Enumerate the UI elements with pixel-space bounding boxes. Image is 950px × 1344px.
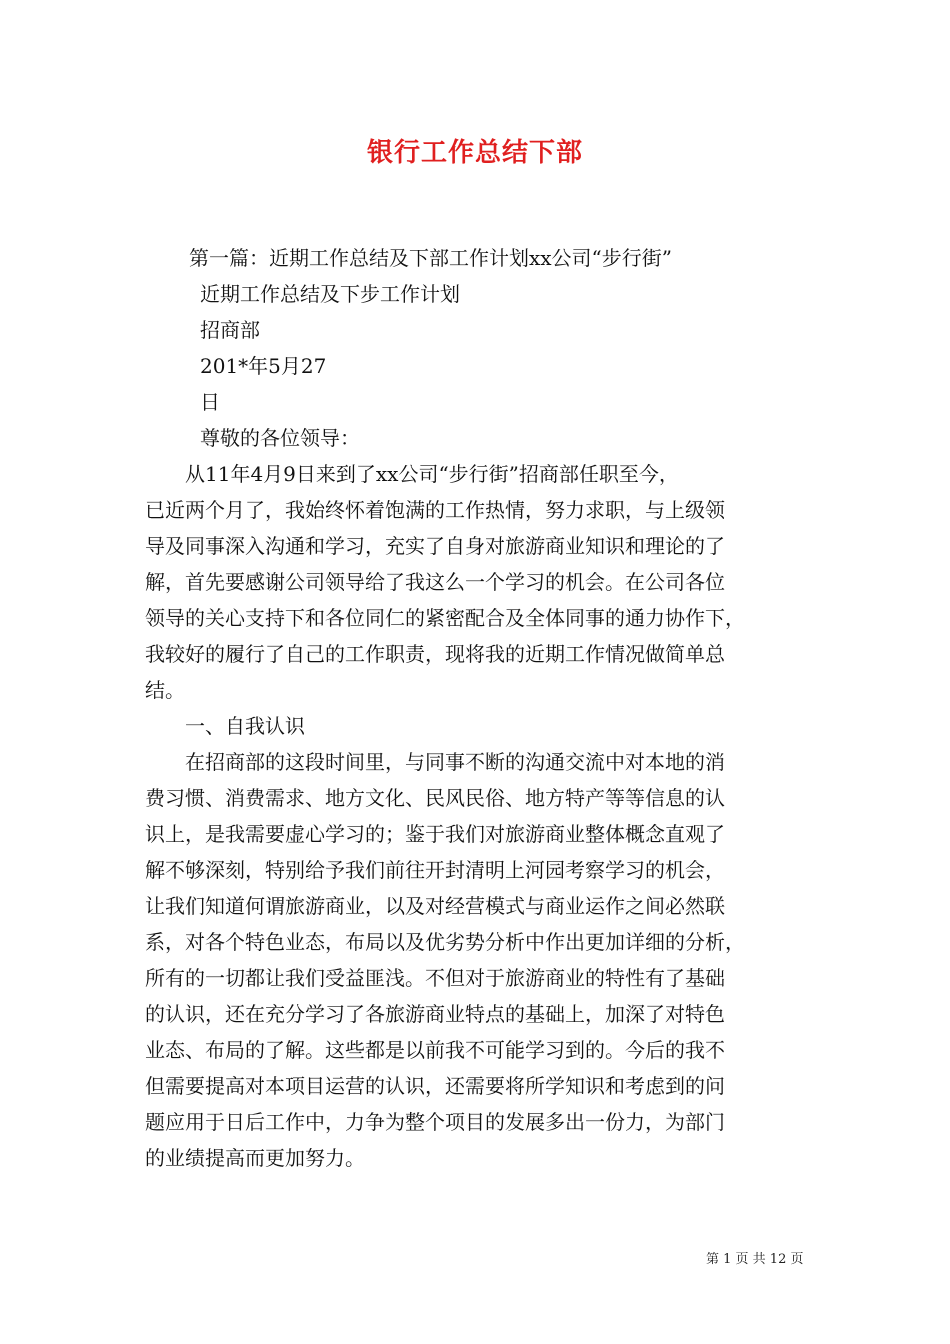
paragraph-line: 的业绩提高而更加努力。: [145, 1146, 365, 1170]
header-line: 近期工作总结及下步工作计划: [200, 282, 460, 306]
paragraph-line: 但需要提高对本项目运营的认识，还需要将所学知识和考虑到的问: [145, 1074, 725, 1098]
paragraph-line: 导及同事深入沟通和学习，充实了自身对旅游商业知识和理论的了: [145, 534, 725, 558]
paragraph-line: 在招商部的这段时间里，与同事不断的沟通交流中对本地的消: [185, 750, 725, 774]
paragraph-line: 费习惯、消费需求、地方文化、民风民俗、地方特产等等信息的认: [145, 786, 725, 810]
paragraph-line: 领导的关心支持下和各位同仁的紧密配合及全体同事的通力协作下，: [145, 606, 745, 630]
page-number-footer: 第 1 页 共 12 页: [706, 1252, 804, 1267]
document-title: 银行工作总结下部: [366, 138, 583, 168]
header-line: 招商部: [200, 318, 260, 342]
header-line: 日: [200, 390, 220, 414]
paragraph-line: 从11年4月9日来到了xx公司“步行街”招商部任职至今，: [185, 462, 679, 486]
paragraph-line: 的认识，还在充分学习了各旅游商业特点的基础上，加深了对特色: [145, 1002, 725, 1026]
salutation: 尊敬的各位领导：: [200, 426, 360, 450]
paragraph-line: 解，首先要感谢公司领导给了我这么一个学习的机会。在公司各位: [145, 570, 725, 594]
paragraph-line: 识上，是我需要虚心学习的；鉴于我们对旅游商业整体概念直观了: [145, 822, 725, 846]
paragraph-line: 题应用于日后工作中，力争为整个项目的发展多出一份力，为部门: [145, 1110, 725, 1134]
paragraph-line: 所有的一切都让我们受益匪浅。不但对于旅游商业的特性有了基础: [145, 966, 725, 990]
paragraph-line: 解不够深刻，特别给予我们前往开封清明上河园考察学习的机会，: [145, 858, 725, 882]
paragraph-line: 系，对各个特色业态，布局以及优劣势分析中作出更加详细的分析，: [145, 930, 745, 954]
paragraph-line: 结。: [145, 678, 185, 702]
paragraph-line: 让我们知道何谓旅游商业，以及对经营模式与商业运作之间必然联: [145, 894, 725, 918]
section-heading: 一、自我认识: [185, 714, 305, 738]
header-line: 第一篇：近期工作总结及下部工作计划xx公司“步行街”: [189, 246, 673, 270]
paragraph-line: 已近两个月了，我始终怀着饱满的工作热情，努力求职，与上级领: [145, 498, 725, 522]
header-line: 201*年5月27: [200, 354, 327, 378]
document-body: [145, 240, 805, 1176]
paragraph-line: 我较好的履行了自己的工作职责，现将我的近期工作情况做简单总: [145, 642, 725, 666]
paragraph-line: 业态、布局的了解。这些都是以前我不可能学习到的。今后的我不: [145, 1038, 725, 1062]
